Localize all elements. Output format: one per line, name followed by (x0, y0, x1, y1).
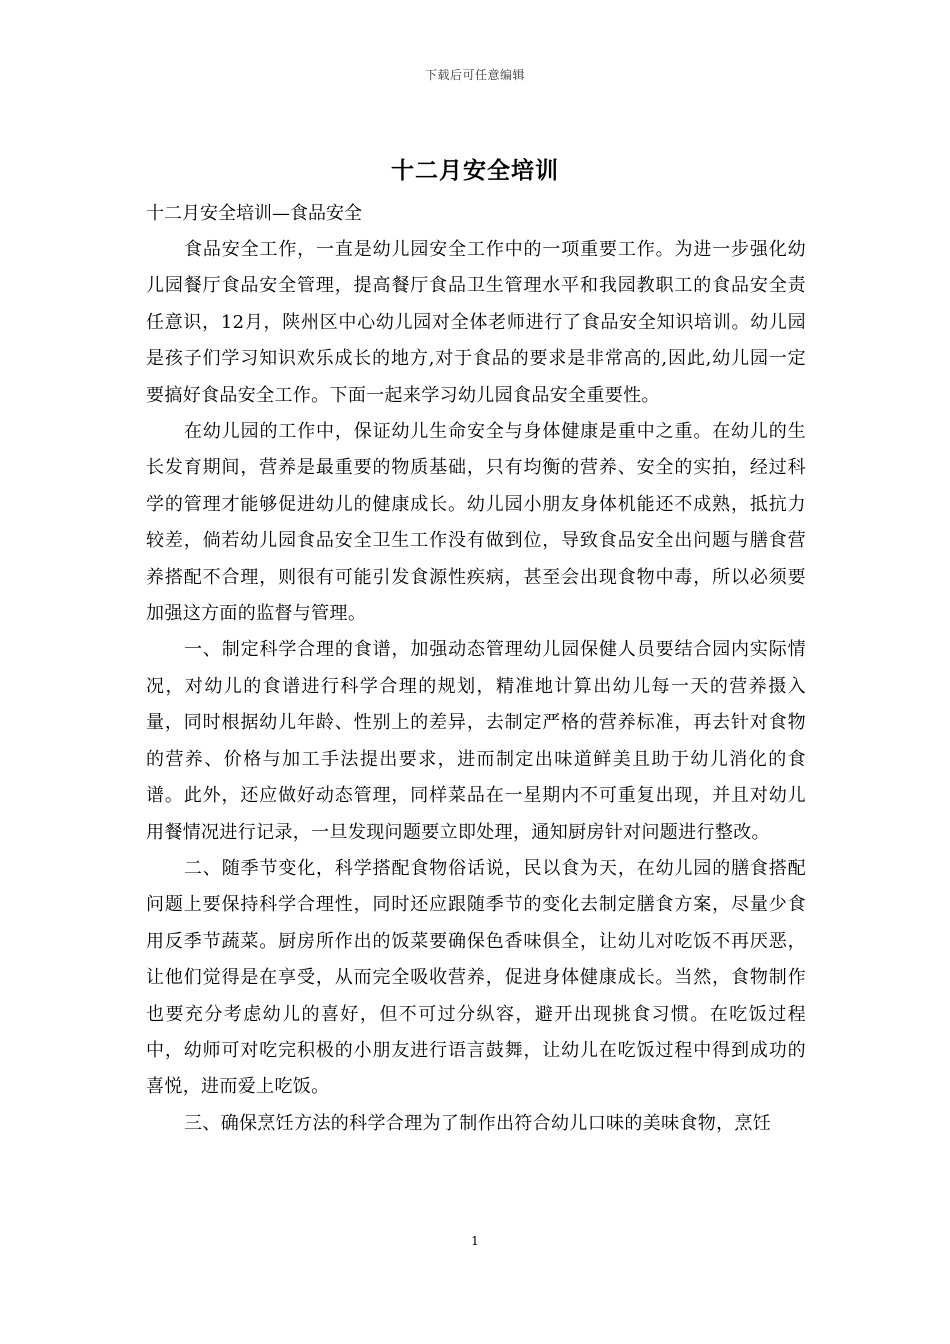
page-number: 1 (471, 1234, 479, 1248)
document-title: 十二月安全培训 (391, 157, 559, 184)
paragraph-section-3: 三、确保烹饪方法的科学合理为了制作出符合幼儿口味的美味食物，烹饪 (184, 1112, 772, 1134)
paragraph-importance: 在幼儿园的工作中，保证幼儿生命安全与身体健康是重中之重。在幼儿的生长发育期间，营养是最重要的物质基础，只有均衡的营养、安全的实拍，经过科学的管理才能够促进幼儿的健康成长。幼儿园小朋友身体机能还不成熟，抵抗力较差，倘若幼儿园食品安全卫生工作没有做到位，导致食品安全出问题与膳食营养搭配不合理，则很有可能引发食源性疾病，甚至会出现食物中毒，所以必须要加强这方面的监督与管理。 (146, 421, 806, 625)
paragraph-intro: 食品安全工作，一直是幼儿园安全工作中的一项重要工作。为进一步强化幼儿园餐厅食品安全管理，提高餐厅食品卫生管理水平和我园教职工的食品安全责任意识，12月，陕州区中心幼儿园对全体老师进行了食品安全知识培训。幼儿园是孩子们学习知识欢乐成长的地方,对于食品的要求是非常高的,因此,幼儿园一定要搞好食品安全工作。下面一起来学习幼儿园食品安全重要性。 (146, 239, 806, 406)
paragraph-section-1: 一、制定科学合理的食谱，加强动态管理幼儿园保健人员要结合园内实际情况，对幼儿的食谱进行科学合理的规划，精准地计算出幼儿每一天的营养摄入量，同时根据幼儿年龄、性别上的差异，去制定严格的营养标准，再去针对食物的营养、价格与加工手法提出要求，进而制定出味道鲜美且助于幼儿消化的食谱。此外，还应做好动态管理，同样菜品在一星期内不可重复出现，并且对幼儿用餐情况进行记录，一旦发现问题要立即处理，通知厨房针对问题进行整改。 (146, 639, 806, 843)
document-body (146, 196, 806, 1142)
paragraph-section-2: 二、随季节变化，科学搭配食物俗话说，民以食为天，在幼儿园的膳食搭配问题上要保持科学合理性，同时还应跟随季节的变化去制定膳食方案，尽量少食用反季节蔬菜。厨房所作出的饭菜要确保色香味俱全，让幼儿对吃饭不再厌恶，让他们觉得是在享受，从而完全吸收营养，促进身体健康成长。当然，食物制作也要充分考虑幼儿的喜好，但不可过分纵容，避开出现挑食习惯。在吃饭过程中，幼师可对吃完积极的小朋友进行语言鼓舞，让幼儿在吃饭过程中得到成功的喜悦，进而爱上吃饭。 (146, 857, 806, 1098)
header-note: 下载后可任意编辑 (424, 68, 525, 82)
document-subtitle: 十二月安全培训—食品安全 (146, 203, 362, 224)
